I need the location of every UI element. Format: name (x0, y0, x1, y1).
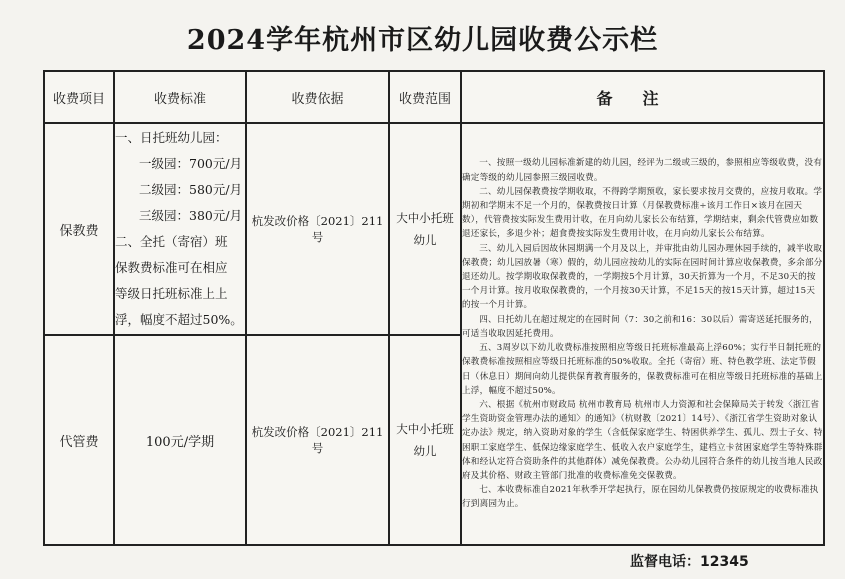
standard-level3: 三级园：380元/月 (139, 208, 243, 223)
fee-basis-tuition: 杭发改价格〔2021〕211号 (246, 123, 389, 335)
standard-level1: 一级园：700元/月 (139, 156, 243, 171)
note-paragraph: 五、3周岁以下幼儿收费标准按照相应等级日托班标准最高上浮60%；实行半日制托班的保教费标准按照相应等级日托班标准的50%收取。全托（寄宿）班、特色教学班、法定节假日（休息日）期间向幼儿提供保育教育服务的，保教费标准可在相应等级日托班标准的基础上上浮，幅度不超过50%。 (462, 343, 823, 396)
scope-line: 幼儿 (413, 233, 437, 247)
header-scope: 收费范围 (389, 71, 461, 123)
fee-item-custody: 代管费 (44, 335, 114, 545)
header-basis: 收费依据 (246, 71, 389, 123)
standard-line: 二、全托（寄宿）班 (115, 234, 228, 249)
note-paragraph: 一、按照一级幼儿园标准新建的幼儿园，经评为二级或三级的，参照相应等级收费，没有确定等级的幼儿园参照三级园收费。 (462, 158, 823, 183)
fee-basis-custody: 杭发改价格〔2021〕211号 (246, 335, 389, 545)
standard-line: 浮，幅度不超过50%。 (115, 312, 243, 327)
fee-item-tuition: 保教费 (44, 123, 114, 335)
notes-cell (461, 123, 824, 545)
fee-scope-custody (389, 335, 461, 545)
standard-line: 等级日托班标准上上 (115, 286, 228, 301)
standard-line: 一、日托班幼儿园： (115, 130, 228, 145)
header-item: 收费项目 (44, 71, 114, 123)
scope-line: 大中小托班 (396, 422, 454, 436)
note-paragraph: 七、本收费标准自2021年秋季开学起执行，原在园幼儿保教费仍按原规定的收费标准执行到离园为止。 (462, 485, 819, 510)
note-paragraph: 四、日托幼儿在超过规定的在园时间（7：30之前和16：30以后）需寄送延托服务的，可适当收取因延托费用。 (462, 314, 818, 339)
fee-table (43, 70, 825, 546)
table-row (44, 123, 824, 335)
fee-standard-tuition (114, 123, 246, 335)
scope-line: 大中小托班 (396, 211, 454, 225)
header-notes: 备注 (461, 71, 824, 123)
note-paragraph: 二、幼儿园保教费按学期收取，不得跨学期预收，家长要求按月交费的，应按月收取。学期初和学期末不足一个月的，保教费按日计算（月保教费标准÷该月工作日×该月在园天数），代管费按实际发生费用计收，在月向幼儿家长公布结算，学期结束，剩余代管费应如数退还家长，多退少补；超食费按实际发生费用计收，在月向幼儿家长公布结算。 (462, 186, 823, 240)
standard-line: 保教费标准可在相应 (115, 260, 228, 275)
standard-level2: 二级园：580元/月 (139, 182, 243, 197)
scope-line: 幼儿 (413, 444, 437, 458)
fee-standard-custody: 100元/学期 (114, 335, 246, 545)
fee-scope-tuition (389, 123, 461, 335)
header-row (44, 71, 824, 123)
header-standard: 收费标准 (114, 71, 246, 123)
note-paragraph: 三、幼儿入园后因故休园期满一个月及以上，并审批由幼儿园办理休园手续的，减半收取保教费；幼儿园放暑（寒）假的，幼儿园应按幼儿的实际在园时间计算应收保教费，多余部分退还幼儿。按学期收取保教费的，一学期按5个月计算，30天折算为一个月，不足30天的按一个月计算。按月收取保教费的，一个月按30天计算，不足15天的按15天计算，超过15天的按一个月计算。 (462, 243, 823, 311)
hotline: 监督电话：12345 (630, 554, 749, 570)
page-title: 2024学年杭州市区幼儿园收费公示栏 (186, 25, 659, 56)
note-paragraph: 六、根据《杭州市财政局 杭州市教育局 杭州市人力资源和社会保障局关于转发〈浙江省学生资助资金管理办法的通知〉的通知》（杭财教〔2021〕14号）、《浙江省学生资助对象认定办法》规定，纳入资助对象的学生（含低保家庭学生、特困供养学生、孤儿、烈士子女、特困职工家庭学生、低保边缘家庭学生、低收入农户家庭学生，建档立卡贫困家庭学生等特殊群体和经认定符合资助条件的其他群体）减免保教费。公办幼儿园符合条件的幼儿按当地人民政府及其价格、财政主管部门批准的收费标准免交保教费。 (462, 399, 823, 481)
